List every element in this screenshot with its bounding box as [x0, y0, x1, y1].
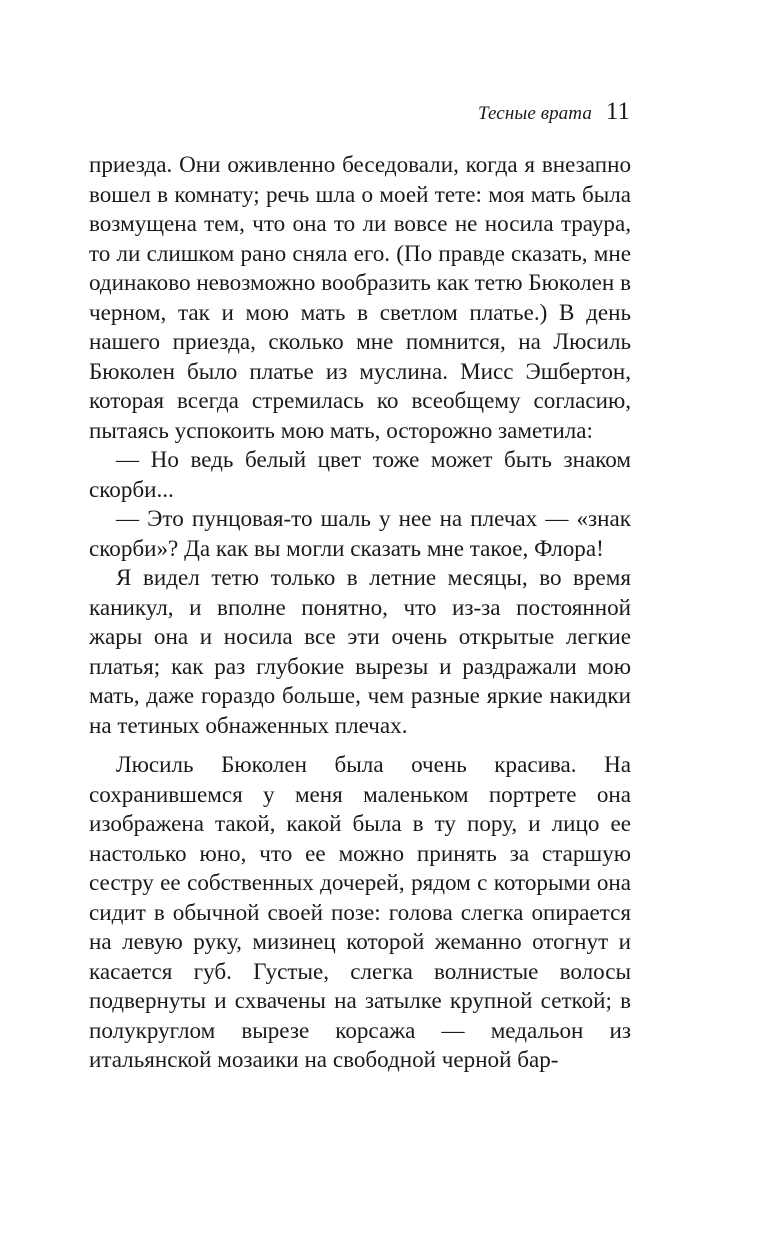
paragraph-dialogue-2: — Это пунцовая-то шаль у нее на плечах — «знак скорби»? Да как вы могли сказать мне такое, Флора!	[89, 505, 631, 561]
page-number: 11	[605, 98, 630, 125]
paragraph-portrait: Люсиль Бюколен была очень красива. На сохранившемся у меня маленьком портрете она изображена такой, какой была в ту пору, и лицо ее настолько юно, что ее можно принять за старшую сестру ее собственных дочерей, рядом с которыми она сидит в обычной своей позе: голова слегка опирается на левую руку, мизинец которой жеманно отогнут и касается губ. Густые, слегка волнистые волосы подвернуты и схвачены на затылке крупной сеткой; в полукруглом вырезе корсажа — медальон из итальянской мозаики на свободной черной бар-	[89, 751, 631, 1072]
body-text	[89, 150, 631, 1075]
paragraph-continuation: приезда. Они оживленно беседовали, когда я внезапно вошел в комнату; речь шла о моей тете: моя мать была возмущена тем, что она то ли вовсе не носила траура, то ли слишком рано сняла его. (По правде сказать, мне одинаково невозможно вообразить как тетю Бюколен в черном, так и мою мать в светлом платье.) В день нашего приезда, сколько мне помнится, на Люсиль Бюколен было платье из муслина. Мисс Эшбертон, которая всегда стремилась ко всеобщему согласию, пытаясь успокоить мою мать, осторожно заметила:	[89, 151, 631, 443]
running-title: Тесные врата	[478, 103, 592, 124]
paragraph-summer-dresses: Я видел тетю только в летние месяцы, во время каникул, и вполне понятно, что из-за постоянной жары она и носила все эти очень открытые легкие платья; как раз глубокие вырезы и раздражали мою мать, даже гораздо больше, чем разные яркие накидки на тетиных обнаженных плечах.	[89, 564, 631, 738]
running-head	[478, 98, 630, 126]
paragraph-dialogue-1: — Но ведь белый цвет тоже может быть знаком скорби...	[89, 446, 631, 502]
